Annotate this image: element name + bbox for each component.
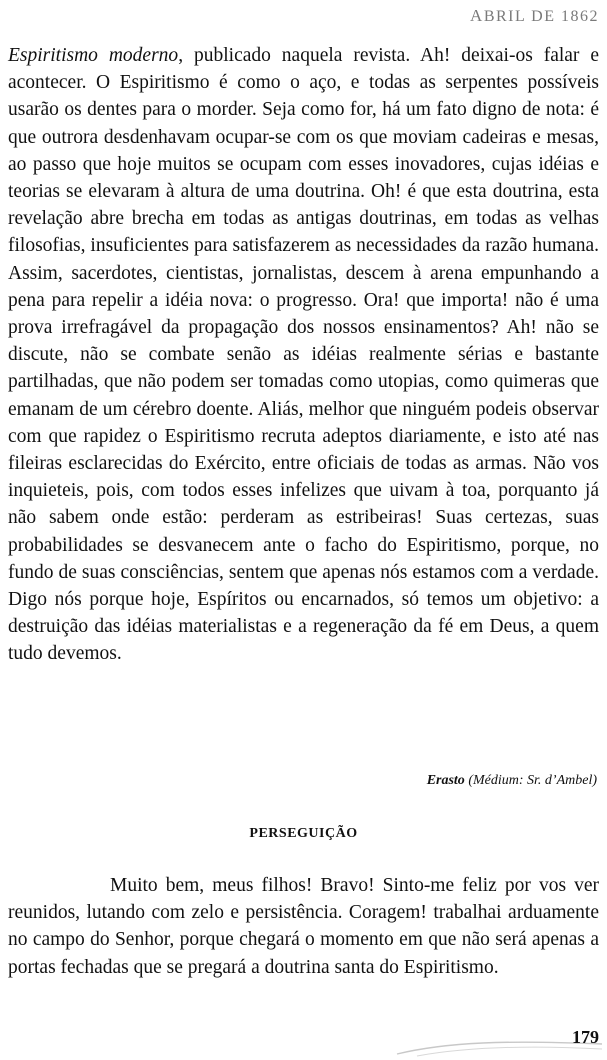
signature-name: Erasto	[426, 773, 465, 788]
running-header	[470, 6, 599, 26]
body-paragraph-1	[8, 42, 599, 668]
header-initial: A	[470, 6, 484, 25]
body-paragraph-2: Muito bem, meus filhos! Bravo! Sinto-me feliz por vos ver reunidos, lutando com zelo e persistência. Coragem! trabalhai arduamente no campo do Senhor, porque chegará o momento em que não será apenas a portas fechadas que se pregará a doutrina santa do Espiritismo.	[8, 875, 599, 978]
page-footer	[387, 1020, 607, 1060]
page-number: 179	[572, 1027, 599, 1047]
signature	[427, 773, 597, 789]
section-title: PERSEGUIÇÃO	[249, 826, 358, 841]
header-rest: BRIL DE 1862	[483, 8, 599, 25]
signature-note: (Médium: Sr. d’Ambel)	[468, 773, 597, 788]
italic-phrase: Espiritismo moderno	[8, 45, 179, 66]
paragraph-1-text: , publicado naquela revista. Ah! deixai-os falar e acontecer. O Espiritismo é como o aço, e todas as serpentes possíveis usarão os dentes para o morder. Seja como for, há um fato digno de nota: é que outrora desdenhavam ocupar-se com os que moviam cadeiras e mesas, ao passo que hoje muitos se ocupam com esses inovadores, cujas idéias e teorias se elevaram à altura de uma doutrina. Oh! é que esta doutrina, esta revelação abre brecha em todas as antigas doutrinas, em todas as velhas filosofias, insuficientes para satisfazerem as necessidades da razão humana. Assim, sacerdotes, cientistas, jornalistas, descem à arena empunhando a pena para repelir a idéia nova: o progresso. Ora! que importa! não é uma prova irrefragável da propagação dos nossos ensinamentos? Ah! não se discute, não se combate senão as idéias realmente sérias e bastante partilhadas, que não podem ser tomadas como utopias, como quimeras que emanam de um cérebro doente. Aliás, melhor que ninguém podeis observar com que rapidez o Espiritismo recruta adeptos diariamente, e isto até nas fileiras esclarecidas do Exército, entre oficiais de todas as armas. Não vos inquieteis, pois, com todos esses infelizes que uivam à toa, porquanto já não sabem onde estão: perderam as estribeiras! Suas certezas, suas probabilidades se desvanecem ante o facho do Espiritismo, porque, no fundo de suas consciências, sentem que apenas nós estamos com a verdade. Digo nós porque hoje, Espíritos ou encarnados, só temos um objetivo: a destruição das idéias materialistas e a regeneração da fé em Deus, a quem tudo devemos.	[8, 45, 599, 665]
